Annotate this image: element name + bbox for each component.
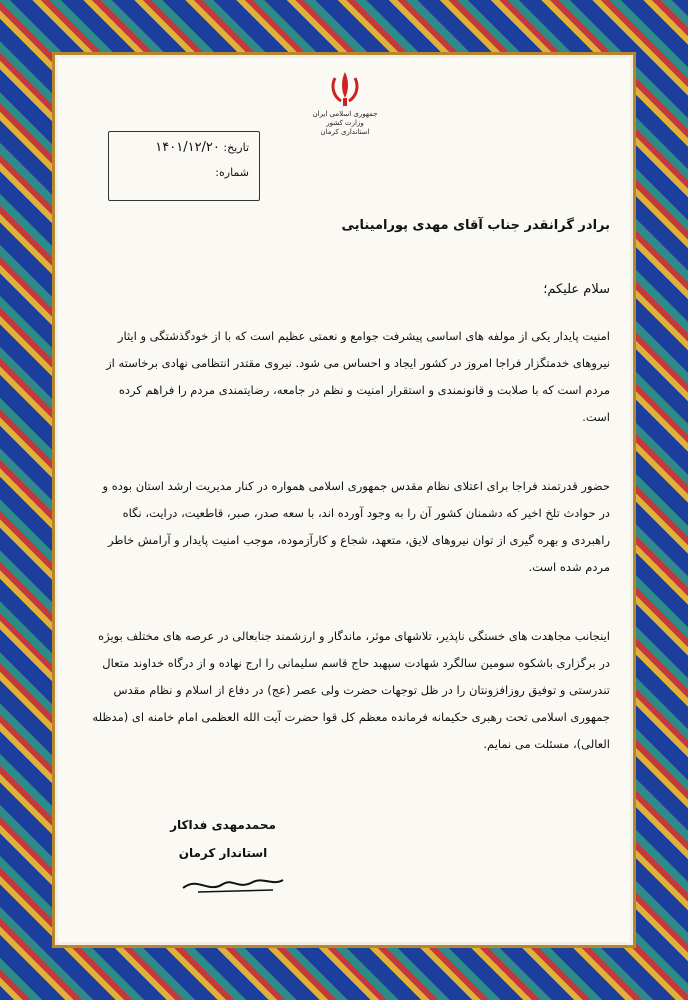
ministry-line-2: وزارت کشور — [326, 119, 364, 127]
greeting: سلام علیکم؛ — [543, 282, 610, 297]
date-number-box — [108, 131, 260, 201]
ministry-line-1: جمهوری اسلامی ایران — [312, 110, 378, 118]
signer-title: استاندار کرمان — [178, 846, 268, 860]
handwritten-signature — [178, 866, 288, 896]
date-row — [155, 140, 249, 155]
number-label: شماره: — [215, 166, 249, 179]
ministry-heading — [278, 110, 412, 137]
recipient-line: برادر گرانقدر جناب آقای مهدی پورامینایی — [341, 218, 610, 233]
body-paragraph-3: اینجانب مجاهدت های خستگی ناپذیر، تلاشهای موثر، ماندگار و ارزشمند جنابعالی در عرصه های مختلف بویژه در برگزاری باشکوه سومین سالگرد شهادت سپهبد حاج قاسم سلیمانی را ارج نهاده و از درگاه خداوند متعال تندرستی و توفیق روزافزونتان را در ظل توجهات حضرت ولی عصر (عج) در دفاع از اسلام و نظام مقدس جمهوری اسلامی تحت رهبری حکیمانه فرمانده معظم کل قوا حضرت آیت الله العظمی امام خامنه ای (مدظله العالی)، مسئلت می نمایم. — [92, 629, 610, 751]
date-label: تاریخ: — [223, 141, 249, 154]
ministry-line-3: استانداری کرمان — [320, 128, 370, 136]
date-value: ۱۴۰۱/۱۲/۲۰ — [155, 140, 220, 155]
signer-name: محمدمهدی فداکار — [170, 818, 276, 832]
body-paragraph-1: امنیت پایدار یکی از مولفه های اساسی پیشرفت جوامع و نعمتی عظیم است که با از خودگذشتگی و ایثار نیروهای خدمتگزار فراجا امروز در کشور ایجاد و احساس می شود. نیروی مقتدر انتظامی نهادی برخاسته از مردم است که با صلابت و قانونمندی و استقرار امنیت و نظم در جامعه، رضایتمندی مردم را فراهم کرده است. — [106, 329, 610, 424]
body-paragraph-2: حضور قدرتمند فراجا برای اعتلای نظام مقدس جمهوری اسلامی همواره در کنار مدیریت ارشد استان بوده و در حوادث تلخ اخیر که دشمنان کشور آن را به وجود آورده اند، با سعه صدر، صبر، قاطعیت، درایت، نگاه راهبردی و بهره گیری از توان نیروهای لایق، متعهد، شجاع و کارآزموده، موجب امنیت پایدار و آرامش خاطر مردم شده است. — [102, 479, 610, 574]
number-row — [215, 166, 249, 179]
iran-emblem-icon — [323, 68, 367, 108]
letter-page — [58, 58, 630, 942]
